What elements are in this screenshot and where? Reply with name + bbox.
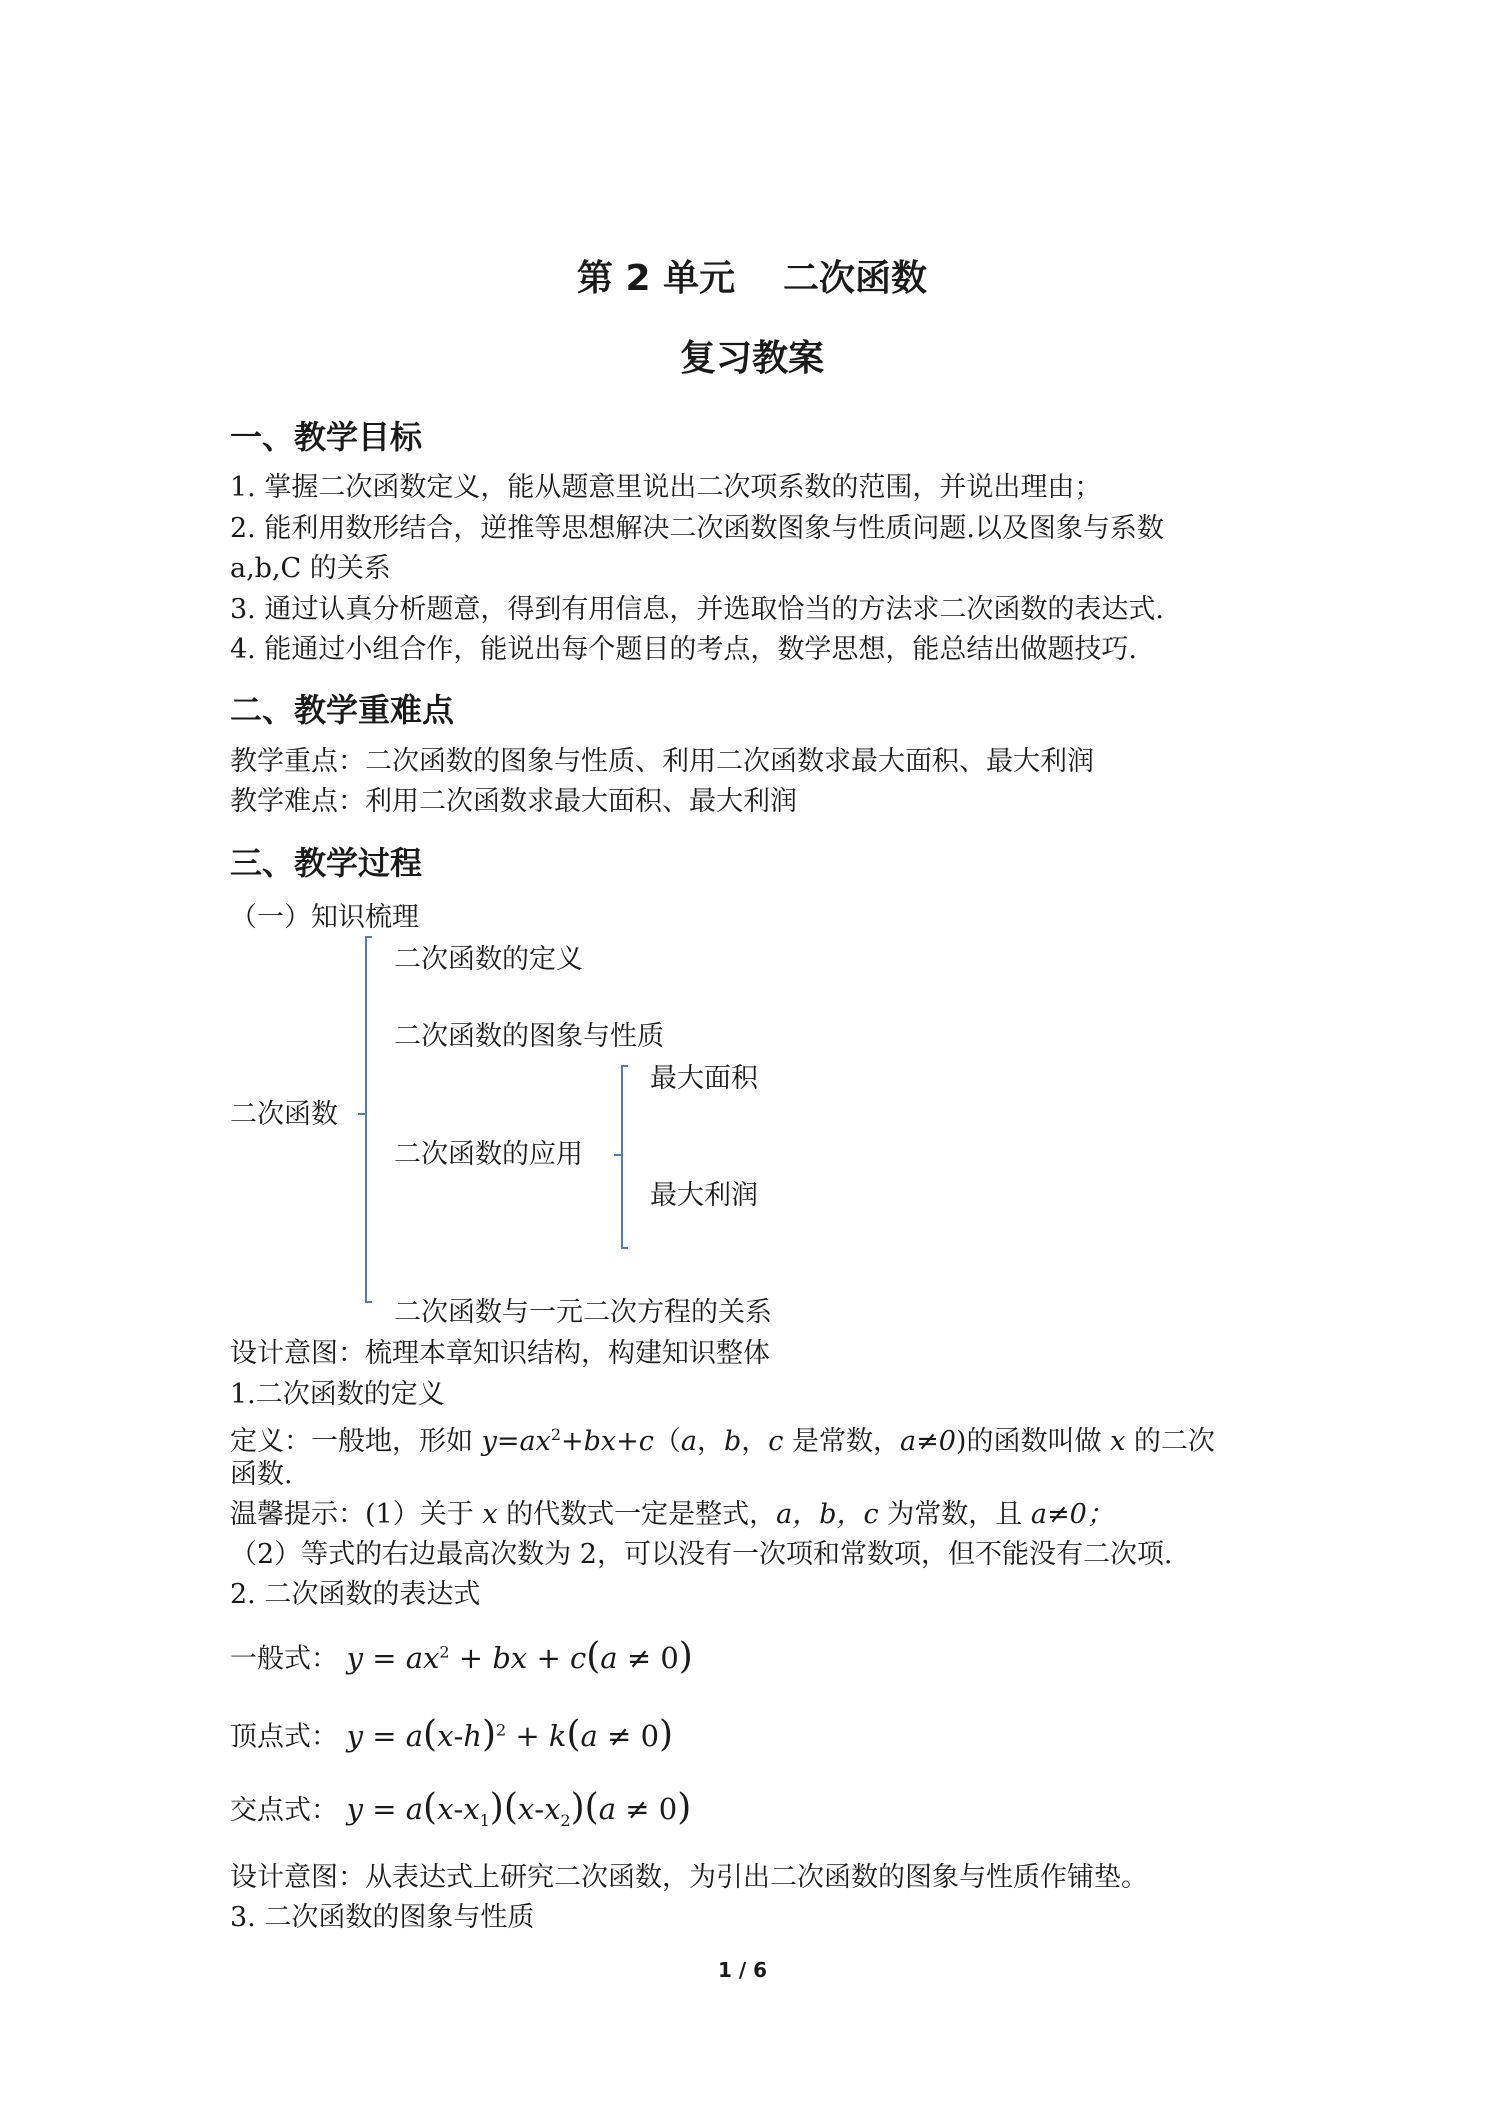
design-intent-1: 设计意图：梳理本章知识结构，构建知识整体 [230,1338,770,1369]
tree-branch-equation: 二次函数与一元二次方程的关系 [394,1297,772,1328]
intercept-form-label: 交点式： [230,1795,338,1826]
objective-4: 4. 能通过小组合作，能说出每个题目的考点，数学思想，能总结出做题技巧. [230,634,1137,665]
tree-leaf-max-area: 最大面积 [650,1063,758,1094]
expressions-heading: 2. 二次函数的表达式 [230,1579,481,1610]
general-form-label: 一般式： [230,1643,338,1675]
teaching-focus: 教学重点：二次函数的图象与性质、利用二次函数求最大面积、最大利润 [230,746,1094,777]
tip-1: 温馨提示：(1）关于 x 的代数式一定是整式，a，b，c 为常数，且 a≠0； [230,1499,1114,1530]
vertex-form [230,1710,673,1758]
objective-1: 1. 掌握二次函数定义，能从题意里说出二次项系数的范围，并说出理由； [230,472,1102,503]
tree-branch-definition: 二次函数的定义 [394,944,583,975]
knowledge-subheading: （一）知识梳理 [230,902,419,933]
objective-3: 3. 通过认真分析题意，得到有用信息，并选取恰当的方法求二次函数的表达式. [230,594,1164,625]
objective-2-cont: a,b,C 的关系 [230,553,391,584]
definition-line: 定义：一般地，形如 $y=ax^2+bx+c(a$，b，c 是常数，a≠0)的函数叫做 x 的二次 [230,1425,1215,1457]
objective-2: 2. 能利用数形结合，逆推等思想解决二次函数图象与性质问题.以及图象与系数 [230,513,1164,544]
tip-2: （2）等式的右边最高次数为 2，可以没有一次项和常数项，但不能没有二次项. [230,1539,1173,1570]
graph-heading: 3. 二次函数的图象与性质 [230,1902,535,1933]
sub-brace-line [622,1066,628,1248]
title-unit: 第 2 单元 [577,258,736,299]
page-number: 1 / 6 [718,1958,768,1982]
definition-heading: 1.二次函数的定义 [230,1379,445,1410]
objectives-heading: 一、教学目标 [230,418,423,456]
title-topic: 二次函数 [783,258,928,299]
definition-prefix: 定义：一般地，形如 [230,1426,473,1457]
definition-line-2: 函数. [230,1459,293,1490]
general-form [230,1632,693,1680]
definition-formula: $y=ax^2+bx+c$ [481,1425,654,1457]
tree-root: 二次函数 [230,1099,338,1130]
tree-branch-application: 二次函数的应用 [394,1139,583,1170]
main-brace-line [366,937,372,1302]
teaching-difficulty: 教学难点：利用二次函数求最大面积、最大利润 [230,786,797,817]
intercept-form-formula: $y = a(x-x_1)(x-x_2)(a \ne 0)$ [346,1787,692,1830]
vertex-form-formula: $y = a(x-h)^2 + k(a \ne 0)$ [346,1713,674,1755]
keypoints-heading: 二、教学重难点 [230,691,455,729]
tree-leaf-max-profit: 最大利润 [650,1180,758,1211]
tree-branch-graph: 二次函数的图象与性质 [394,1021,664,1052]
intercept-form [230,1788,691,1841]
design-intent-2: 设计意图：从表达式上研究二次函数，为引出二次函数的图象与性质作铺垫。 [230,1862,1148,1893]
vertex-form-label: 顶点式： [230,1721,338,1753]
process-heading: 三、教学过程 [230,844,423,882]
title-subtitle: 复习教案 [680,338,825,379]
general-form-formula: $y = ax^2$ + bx + c(a ≠ 0) [346,1635,693,1677]
